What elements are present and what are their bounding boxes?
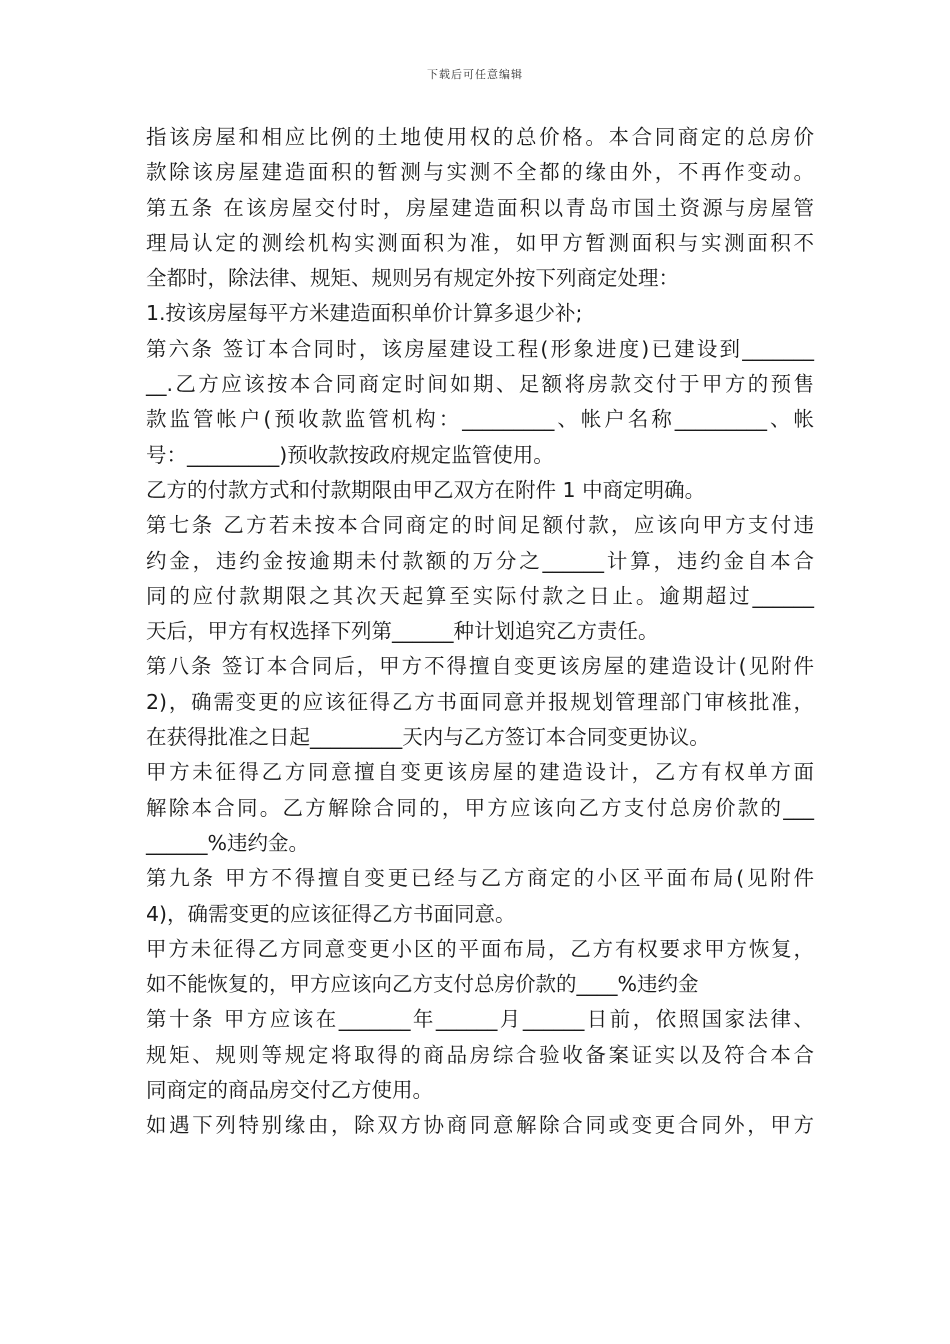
document-line: 甲方未征得乙方同意变更小区的平面布局，乙方有权要求甲方恢复，: [146, 936, 814, 961]
document-line: 甲方未征得乙方同意擅自变更该房屋的建造设计，乙方有权单方面: [146, 760, 814, 785]
document-line: 号：_________)预收款按政府规定监管使用。: [146, 442, 554, 467]
document-line: 如遇下列特别缘由，除双方协商同意解除合同或变更合同外，甲方: [146, 1113, 814, 1138]
document-line: 第六条 签订本合同时，该房屋建设工程(形象进度)已建设到_______: [146, 336, 814, 361]
document-body: [146, 120, 814, 1144]
document-line: 指该房屋和相应比例的土地使用权的总价格。本合同商定的总房价: [146, 125, 814, 149]
document-line: 第十条 甲方应该在_______年______月______日前，依照国家法律、: [146, 1007, 814, 1032]
document-line: 在获得批准之日起_________天内与乙方签订本合同变更协议。: [146, 725, 710, 750]
document-line: 第八条 签订本合同后，甲方不得擅自变更该房屋的建造设计(见附件: [146, 654, 814, 679]
page-header: 下载后可任意编辑: [427, 68, 523, 81]
document-line: 约金，违约金按逾期未付款额的万分之______计算，违约金自本合: [146, 548, 814, 573]
document-line: 乙方的付款方式和付款期限由甲乙双方在附件 1 中商定明确。: [146, 477, 706, 502]
document-line: 如不能恢复的，甲方应该向乙方支付总房价款的____%违约金: [146, 972, 699, 997]
document-line: 款监管帐户(预收款监管机构：_________、帐户名称_________、帐: [146, 407, 814, 432]
document-line: 规矩、规则等规定将取得的商品房综合验收备案证实以及符合本合: [146, 1042, 814, 1067]
document-line: 4)，确需变更的应该征得乙方书面同意。: [146, 901, 516, 926]
document-line: 第七条 乙方若未按本合同商定的时间足额付款，应该向甲方支付违: [146, 513, 814, 538]
document-line: 解除本合同。乙方解除合同的，甲方应该向乙方支付总房价款的___: [146, 795, 814, 820]
document-line: 1.按该房屋每平方米建造面积单价计算多退少补;: [146, 301, 583, 326]
document-line: 款除该房屋建造面积的暂测与实测不全都的缘由外，不再作变动。: [146, 160, 814, 185]
document-line: 第九条 甲方不得擅自变更已经与乙方商定的小区平面布局(见附件: [146, 866, 814, 891]
document-line: ______%违约金。: [146, 830, 309, 855]
document-line: 第五条 在该房屋交付时，房屋建造面积以青岛市国土资源与房屋管: [146, 195, 814, 220]
document-line: 全都时，除法律、规矩、规则另有规定外按下列商定处理：: [146, 266, 679, 291]
document-line: 2)，确需变更的应该征得乙方书面同意并报规划管理部门审核批准，: [146, 689, 814, 714]
document-line: 理局认定的测绘机构实测面积为准，如甲方暂测面积与实测面积不: [146, 230, 814, 255]
document-line: __.乙方应该按本合同商定时间如期、足额将房款交付于甲方的预售: [146, 372, 814, 397]
document-line: 同的应付款期限之其次天起算至实际付款之日止。逾期超过______: [146, 583, 814, 608]
document-line: 同商定的商品房交付乙方使用。: [146, 1078, 433, 1103]
document-line: 天后，甲方有权选择下列第______种计划追究乙方责任。: [146, 619, 659, 644]
